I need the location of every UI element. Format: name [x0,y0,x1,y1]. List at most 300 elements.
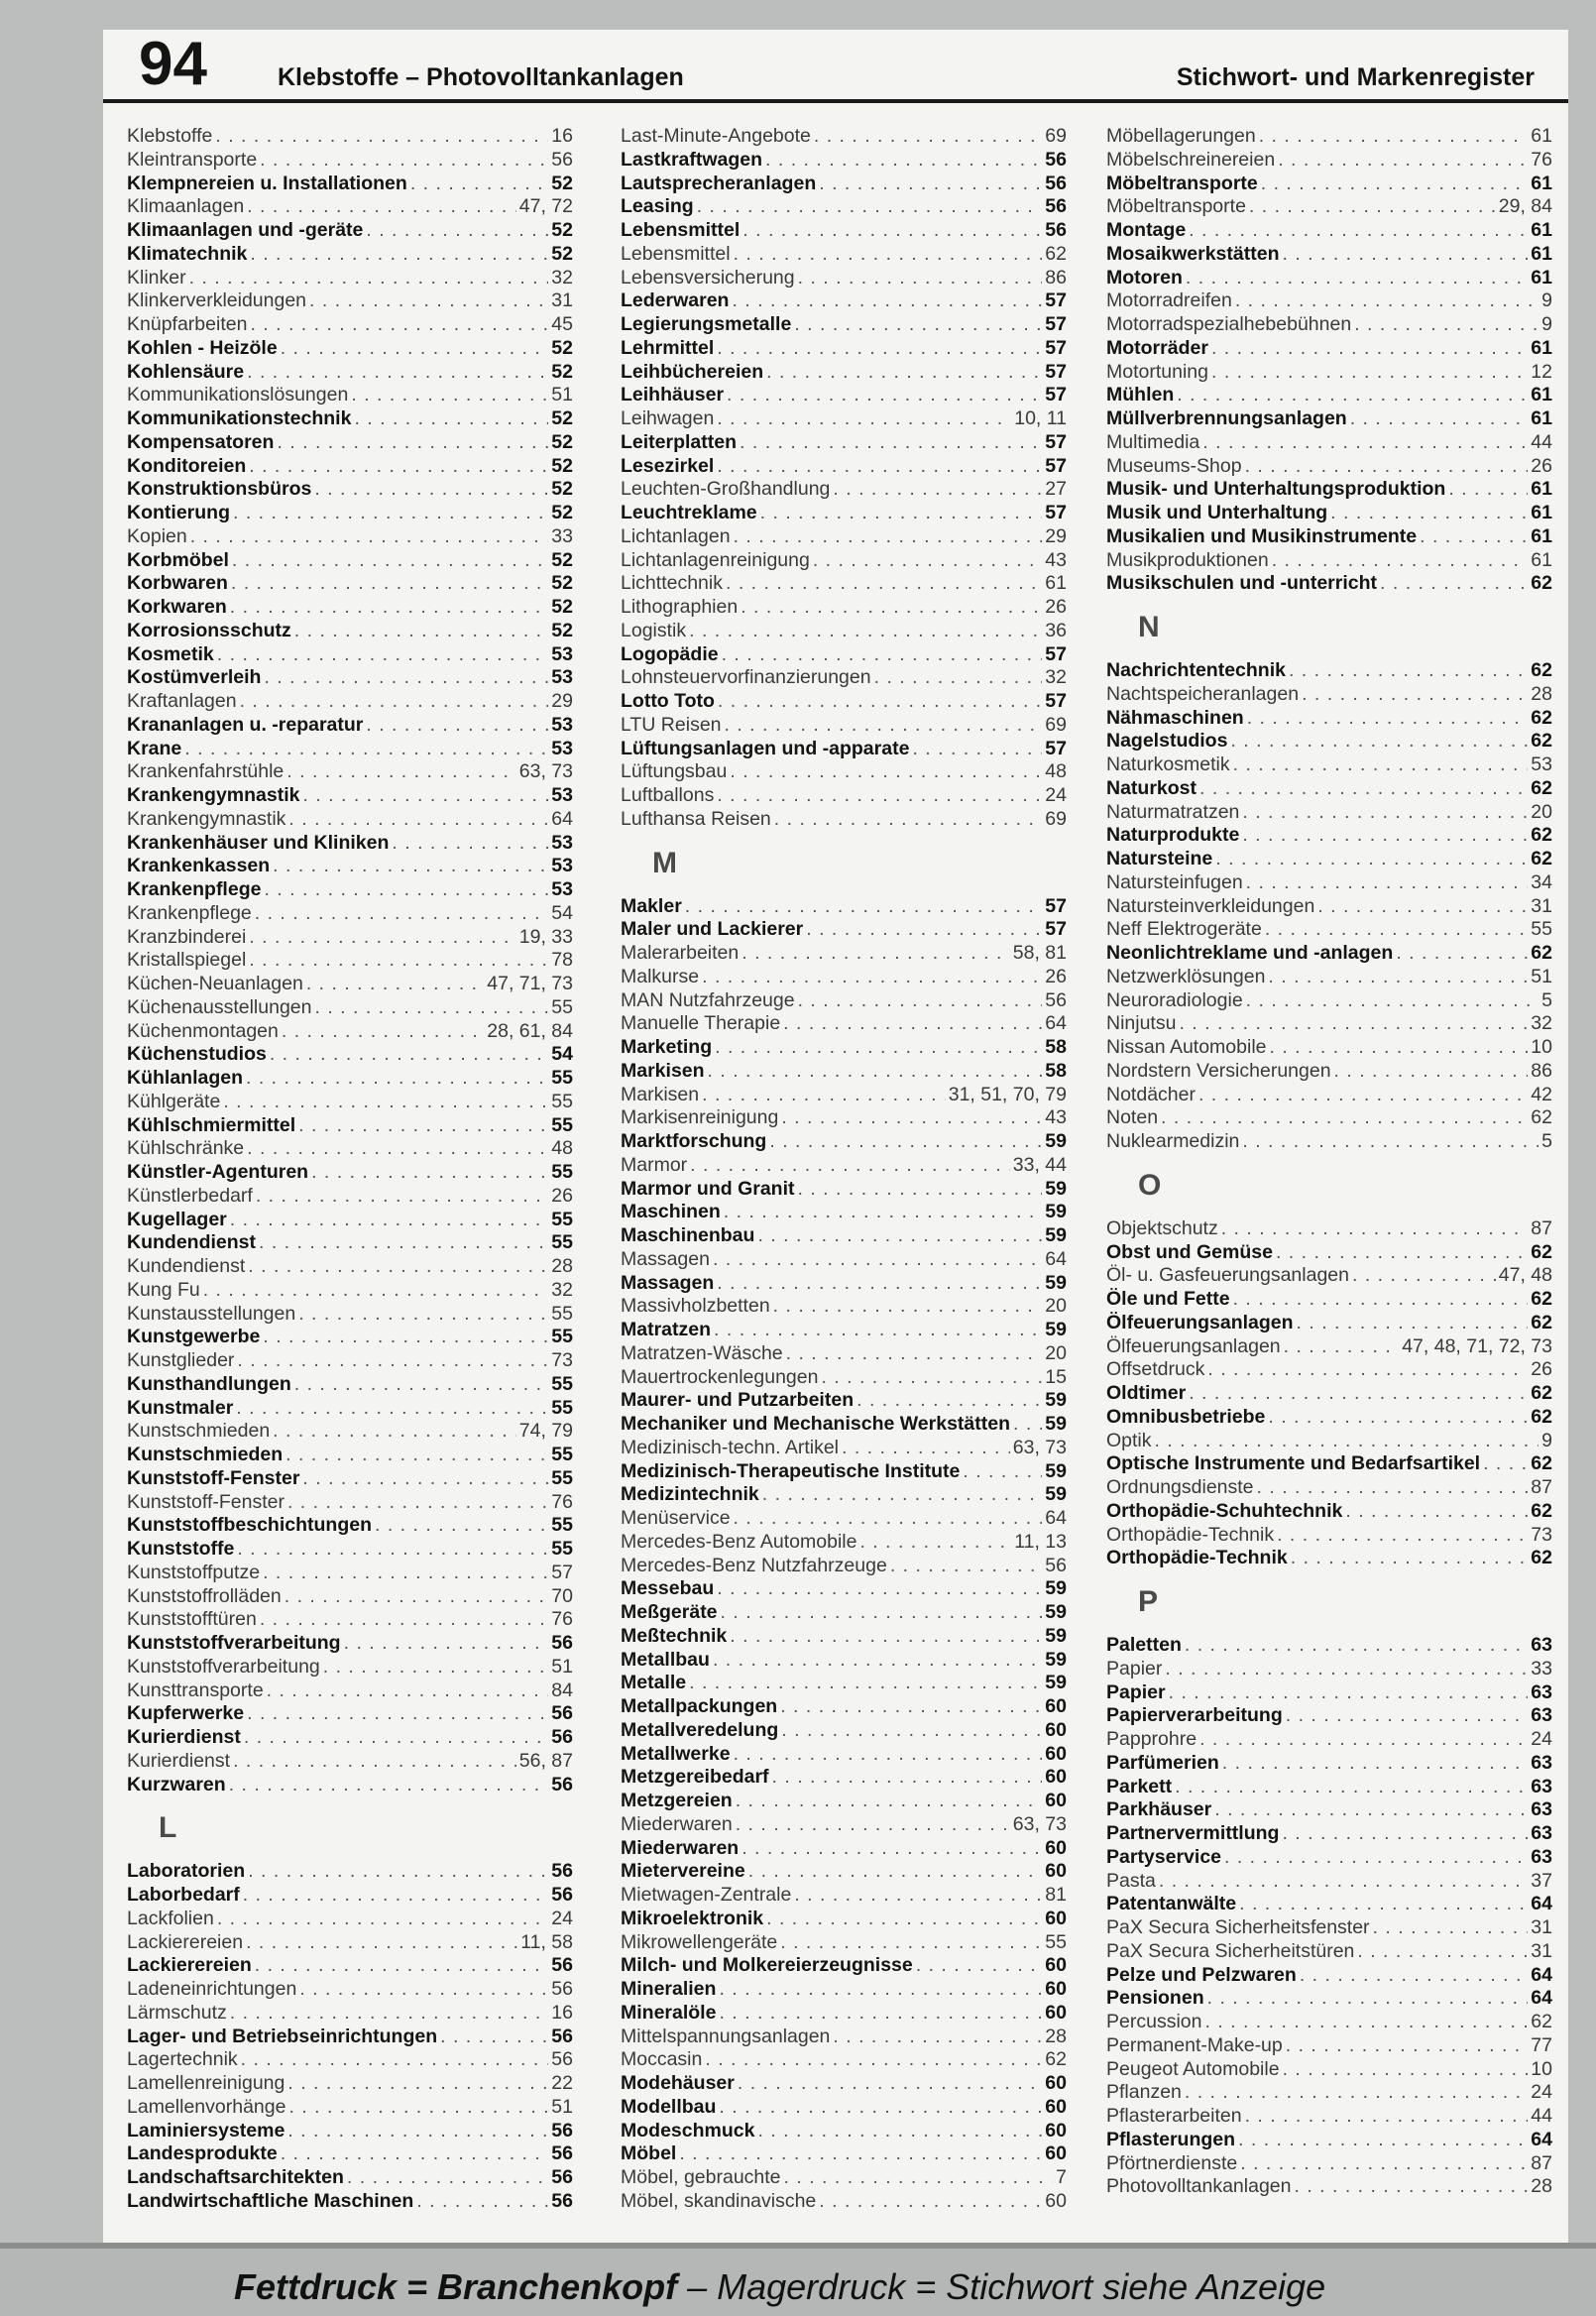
index-entry [127,1161,573,1185]
entry-term: Lackierereien [127,1954,252,1977]
leader-dots [229,1774,549,1796]
entry-term: Pflanzen [1106,2081,1182,2104]
index-entry [127,738,573,761]
entry-term: Paletten [1106,1634,1182,1656]
index-entry [127,1326,573,1349]
leader-dots [856,1389,1042,1412]
leader-dots [306,973,484,995]
index-entry [127,878,573,902]
entry-page: 11, 13 [1014,1530,1067,1553]
entry-term: Papprohre [1106,1728,1197,1750]
index-entry [127,1608,573,1632]
index-entry [1106,848,1552,871]
entry-page: 51 [551,384,573,406]
entry-page: 62 [1531,942,1552,964]
entry-page: 86 [1531,1059,1552,1082]
entry-page: 62 [1531,572,1552,595]
entry-page: 61 [1531,125,1552,147]
index-entry [127,1538,573,1562]
entry-term: Kundendienst [127,1255,246,1277]
index-entry [621,1154,1067,1178]
entry-term: Luftballons [621,784,715,806]
index-entry [1106,1704,1552,1728]
index-entry [621,2072,1067,2096]
entry-term: Leuchten-Großhandlung [621,478,831,501]
index-entry [621,1555,1067,1578]
leader-dots [1380,572,1528,595]
entry-term: Klinkerverkleidungen [127,290,307,312]
entry-term: Parkett [1106,1775,1173,1797]
entry-page: 57 [1045,430,1067,453]
index-entry [621,1319,1067,1342]
entry-page: 57 [1045,336,1067,359]
entry-term: Logistik [621,619,687,641]
leader-dots [705,2048,1042,2071]
index-entry [1106,2105,1552,2129]
index-entry [621,313,1067,337]
entry-page: 56 [551,2119,573,2142]
entry-page: 62 [1531,824,1552,847]
entry-page: 24 [551,1907,573,1929]
entry-page: 26 [1531,454,1552,477]
leader-dots [247,361,548,384]
index-entry [1106,502,1552,525]
entry-term: Nagelstudios [1106,730,1228,753]
entry-term: Papierverarbeitung [1106,1704,1283,1727]
entry-term: Nissan Automobile [1106,1036,1267,1058]
index-entry [621,714,1067,738]
index-entry [621,1860,1067,1884]
entry-term: Leuchtreklame [621,502,757,523]
leader-dots [819,173,1042,195]
entry-page: 76 [1531,148,1552,171]
entry-page: 16 [551,2001,573,2024]
entry-term: Mineralöle [621,2001,717,2024]
leader-dots [1297,1312,1529,1334]
entry-page: 51 [551,1655,573,1678]
index-entry [621,1295,1067,1319]
index-entry [621,1178,1067,1202]
leader-dots [734,243,1043,266]
entry-page: 63 [1531,1680,1552,1703]
leader-dots [1282,1822,1528,1845]
entry-page: 62 [1045,2048,1067,2071]
index-entry [1106,2058,1552,2082]
leader-dots [243,1884,549,1907]
leader-dots [1207,1358,1528,1381]
index-entry [127,1279,573,1303]
leader-dots [285,1585,549,1608]
leader-dots [1242,824,1528,847]
entry-term: Mittelspannungsanlagen [621,2025,831,2047]
leader-dots [806,918,1042,941]
entry-term: Markisenreinigung [621,1106,779,1129]
leader-dots [717,407,1011,430]
entry-term: Klebstoffe [127,125,213,147]
entry-page: 62 [1531,1405,1552,1428]
index-entry [1106,1335,1552,1359]
entry-term: Lichtanlagenreinigung [621,548,810,571]
entry-term: Mietervereine [621,1860,745,1883]
index-entry [621,1695,1067,1719]
entry-term: Küchenausstellungen [127,995,312,1018]
entry-page: 60 [1045,1695,1067,1717]
leader-dots [772,1766,1043,1789]
index-entry [621,1437,1067,1460]
entry-term: Obst und Gemüse [1106,1240,1273,1263]
entry-page: 44 [1531,2105,1552,2127]
index-entry [1106,455,1552,479]
index-entry [621,267,1067,290]
entry-page: 42 [1531,1083,1552,1105]
entry-term: Mikroelektronik [621,1907,764,1929]
entry-term: Mechaniker und Mechanische Werkstätten [621,1413,1011,1435]
leader-dots [717,1577,1042,1600]
entry-term: Kunsthandlungen [127,1372,291,1395]
entry-term: Mikrowellengeräte [621,1930,778,1953]
leader-dots [774,808,1043,831]
index-entry [127,1884,573,1908]
index-entry [127,2002,573,2026]
entry-page: 62 [1531,730,1552,753]
entry-page: 52 [551,242,573,265]
leader-dots [246,1931,517,1954]
leader-dots [1177,384,1528,406]
entry-term: Pflasterarbeiten [1106,2105,1242,2127]
leader-dots [1283,2058,1529,2081]
entry-term: Partnervermittlung [1106,1822,1280,1844]
leader-dots [963,1460,1042,1483]
index-entry [621,431,1067,455]
section-letter: L [159,1811,177,1845]
leader-dots [784,2166,1054,2189]
entry-term: Matratzen-Wäsche [621,1341,783,1364]
entry-page: 62 [1531,2011,1552,2032]
entry-page: 60 [1045,2001,1067,2024]
leader-dots [217,643,549,666]
leader-dots [685,895,1043,918]
entry-term: Künstlerbedarf [127,1184,253,1207]
entry-page: 60 [1045,1954,1067,1977]
index-entry [1106,753,1552,777]
leader-dots [249,455,548,478]
entry-term: Künstler-Agenturen [127,1161,309,1183]
index-entry [621,525,1067,549]
entry-page: 26 [1045,965,1067,987]
index-entry [621,1884,1067,1908]
index-entry [127,407,573,431]
leader-dots [215,125,548,148]
index-entry [621,1743,1067,1767]
index-entry [127,525,573,549]
entry-term: Meßgeräte [621,1601,718,1623]
leader-dots [298,1114,548,1137]
entry-page: 59 [1045,1577,1067,1600]
index-entry [1106,2152,1552,2176]
index-entry [1106,1940,1552,1964]
entry-term: Kunstschmieden [127,1444,284,1465]
entry-page: 56 [551,1978,573,2000]
index-entry [1106,478,1552,502]
entry-term: Museums-Shop [1106,454,1242,477]
entry-term: Natursteinfugen [1106,870,1243,893]
leader-dots [773,1295,1043,1318]
entry-page: 32 [551,1278,573,1301]
index-entry [1106,824,1552,848]
entry-page: 62 [1531,706,1552,729]
leader-dots [1420,525,1528,548]
entry-term: Neuroradiologie [1106,988,1243,1011]
leader-dots [1211,361,1528,384]
entry-term: Klempnereien u. Installationen [127,172,407,194]
leader-dots [375,1514,548,1537]
entry-term: Netzwerklösungen [1106,965,1266,987]
leader-dots [323,1656,549,1679]
entry-page: 16 [551,125,573,147]
index-entry [127,219,573,243]
leader-dots [916,1954,1043,1977]
entry-term: Küchenmontagen [127,1019,279,1042]
entry-page: 9 [1541,1429,1552,1451]
entry-term: Kohlen - Heizöle [127,336,278,359]
entry-term: Kunstmaler [127,1396,234,1419]
index-entry [621,918,1067,942]
index-entry [621,760,1067,784]
index-entry [127,502,573,525]
leader-dots [1357,1940,1528,1963]
page-title: Klebstoffe – Photovolltankanlagen [278,63,684,91]
index-entry [1106,1241,1552,1265]
entry-page: 55 [551,1396,573,1419]
leader-dots [231,572,548,595]
entry-term: Klimaanlagen und -geräte [127,219,364,241]
index-entry [1106,1382,1552,1406]
leader-dots [762,1483,1043,1506]
leader-dots [734,525,1043,548]
index-entry [127,431,573,455]
entry-term: Lichttechnik [621,572,723,595]
entry-page: 53 [551,642,573,665]
index-entry [1106,2175,1552,2199]
leader-dots [1165,1658,1528,1680]
entry-term: Lüftungsanlagen und -apparate [621,737,910,759]
entry-term: Ninjutsu [1106,1012,1177,1035]
index-entry [127,173,573,196]
index-entry [127,596,573,620]
leader-dots [1249,195,1496,218]
index-entry [127,714,573,738]
entry-term: Mercedes-Benz Nutzfahrzeuge [621,1554,887,1576]
entry-page: 59 [1045,1271,1067,1294]
entry-page: 36 [1045,619,1067,641]
leader-dots [366,219,548,242]
leader-dots [757,1224,1042,1247]
leader-dots [726,572,1042,595]
index-entry [621,738,1067,761]
index-entry [621,1531,1067,1555]
entry-term: Motorradreifen [1106,290,1232,312]
leader-dots [255,902,549,925]
index-entry [1106,966,1552,989]
leader-dots [781,1719,1042,1742]
index-entry [1106,777,1552,801]
entry-page: 64 [1531,1893,1552,1915]
index-entry [127,455,573,479]
entry-page: 62 [1531,1452,1552,1475]
entry-page: 52 [551,619,573,641]
entry-term: Lebensversicherung [621,266,795,289]
entry-page: 52 [551,572,573,595]
leader-dots [730,760,1042,783]
entry-term: Optische Instrumente und Bedarfsartikel [1106,1452,1481,1475]
entry-page: 60 [1045,2189,1067,2212]
entry-term: Lagertechnik [127,2048,238,2071]
index-entry [127,1114,573,1138]
entry-page: 61 [1531,478,1552,501]
index-entry [127,902,573,926]
leader-dots [236,1397,548,1420]
entry-page: 56 [551,1726,573,1748]
index-entry [127,267,573,290]
entry-term: Metzgereien [621,1790,733,1811]
index-entry [1106,1846,1552,1870]
entry-page: 26 [551,1184,573,1207]
index-entry [621,243,1067,267]
index-entry [127,690,573,714]
leader-dots [1215,848,1528,870]
entry-term: Laminiersysteme [127,2119,285,2142]
leader-dots [410,173,548,195]
leader-dots [1330,502,1528,524]
entry-term: Lastkraftwagen [621,148,763,171]
entry-page: 77 [1531,2033,1552,2056]
index-entry [127,361,573,385]
index-entry [127,973,573,996]
entry-page: 61 [1531,407,1552,429]
index-entry [621,455,1067,479]
index-entry [1106,2011,1552,2034]
leader-dots [794,313,1042,336]
entry-page: 52 [551,172,573,194]
index-entry [1106,1430,1552,1453]
entry-term: Miederwaren [621,1812,733,1835]
entry-page: 53 [551,878,573,900]
entry-term: Nachrichtentechnik [1106,659,1286,681]
entry-term: Korbwaren [127,572,228,595]
entry-term: Kunststoffverarbeitung [127,1655,320,1678]
entry-page: 56 [1045,172,1067,194]
leader-dots [689,620,1042,642]
entry-page: 55 [1045,1930,1067,1953]
leader-dots [1239,1893,1528,1915]
index-entry [1106,195,1552,219]
leader-dots [1242,1130,1539,1153]
entry-page: 53 [551,737,573,759]
leader-dots [1242,801,1528,824]
index-entry [1106,572,1552,596]
entry-page: 43 [1045,548,1067,571]
leader-dots [794,1884,1042,1907]
index-entry [1106,1822,1552,1846]
leader-dots [719,1978,1042,2001]
leader-dots [366,714,548,737]
entry-page: 47, 71, 73 [487,973,573,994]
entry-term: Kunstglieder [127,1349,235,1371]
entry-page: 47, 48 [1498,1264,1552,1287]
leader-dots [347,2166,548,2189]
entry-term: Kurzwaren [127,1773,226,1795]
index-entry [127,855,573,878]
entry-page: 32 [1531,1012,1552,1035]
entry-page: 69 [1045,807,1067,830]
leader-dots [1233,1288,1529,1311]
entry-page: 87 [1531,1216,1552,1239]
leader-dots [1246,871,1529,894]
entry-term: Photovolltankanlagen [1106,2175,1292,2198]
index-entry [127,1514,573,1538]
entry-term: Kosmetik [127,642,214,665]
leader-dots [1272,549,1529,572]
index-entry [127,1020,573,1044]
index-entry [621,2120,1067,2143]
index-entry [127,1978,573,2002]
index-entry [1106,1476,1552,1500]
index-column-3 [1106,125,1552,2199]
entry-term: Konstruktionsbüros [127,478,312,501]
entry-term: Nordstern Versicherungen [1106,1059,1331,1082]
leader-dots [725,714,1043,737]
index-entry [1106,1634,1552,1658]
leader-dots [1202,431,1528,454]
entry-page: 58, 81 [1012,942,1067,964]
index-entry [127,1185,573,1209]
entry-page: 63 [1531,1751,1552,1774]
leader-dots [299,1978,548,2001]
index-entry [127,195,573,219]
entry-term: Mineralien [621,1978,717,2000]
index-entry [621,1272,1067,1296]
leader-dots [1257,1476,1529,1499]
index-entry [127,1067,573,1091]
legend-bold: Fettdruck = Branchenkopf [234,2266,678,2307]
entry-page: 62 [1531,659,1552,681]
entry-term: Metalle [621,1672,687,1694]
entry-term: Kunstgewerbe [127,1326,261,1348]
leader-dots [780,1695,1042,1718]
index-page [103,30,1568,2251]
leader-dots [781,1106,1042,1129]
leader-dots [740,431,1042,454]
entry-term: Ölfeuerungsanlagen [1106,1334,1281,1357]
entry-page: 56 [1045,195,1067,218]
entry-term: Objektschutz [1106,1216,1218,1239]
entry-page: 57 [1045,918,1067,941]
entry-term: Kühlschränke [127,1137,245,1160]
leader-dots [249,949,548,972]
index-entry [1106,1217,1552,1241]
leader-dots [1211,337,1528,360]
entry-page: 56 [551,1773,573,1795]
leader-dots [1235,290,1539,312]
entry-term: Kung Fu [127,1278,200,1301]
entry-term: Milch- und Molkereierzeugnisse [621,1954,913,1977]
entry-page: 87 [1531,2151,1552,2174]
index-entry [1106,1524,1552,1548]
entry-term: Kohlensäure [127,360,245,383]
entry-page: 52 [551,596,573,618]
entry-page: 55 [551,1326,573,1348]
leader-dots [282,1020,484,1043]
